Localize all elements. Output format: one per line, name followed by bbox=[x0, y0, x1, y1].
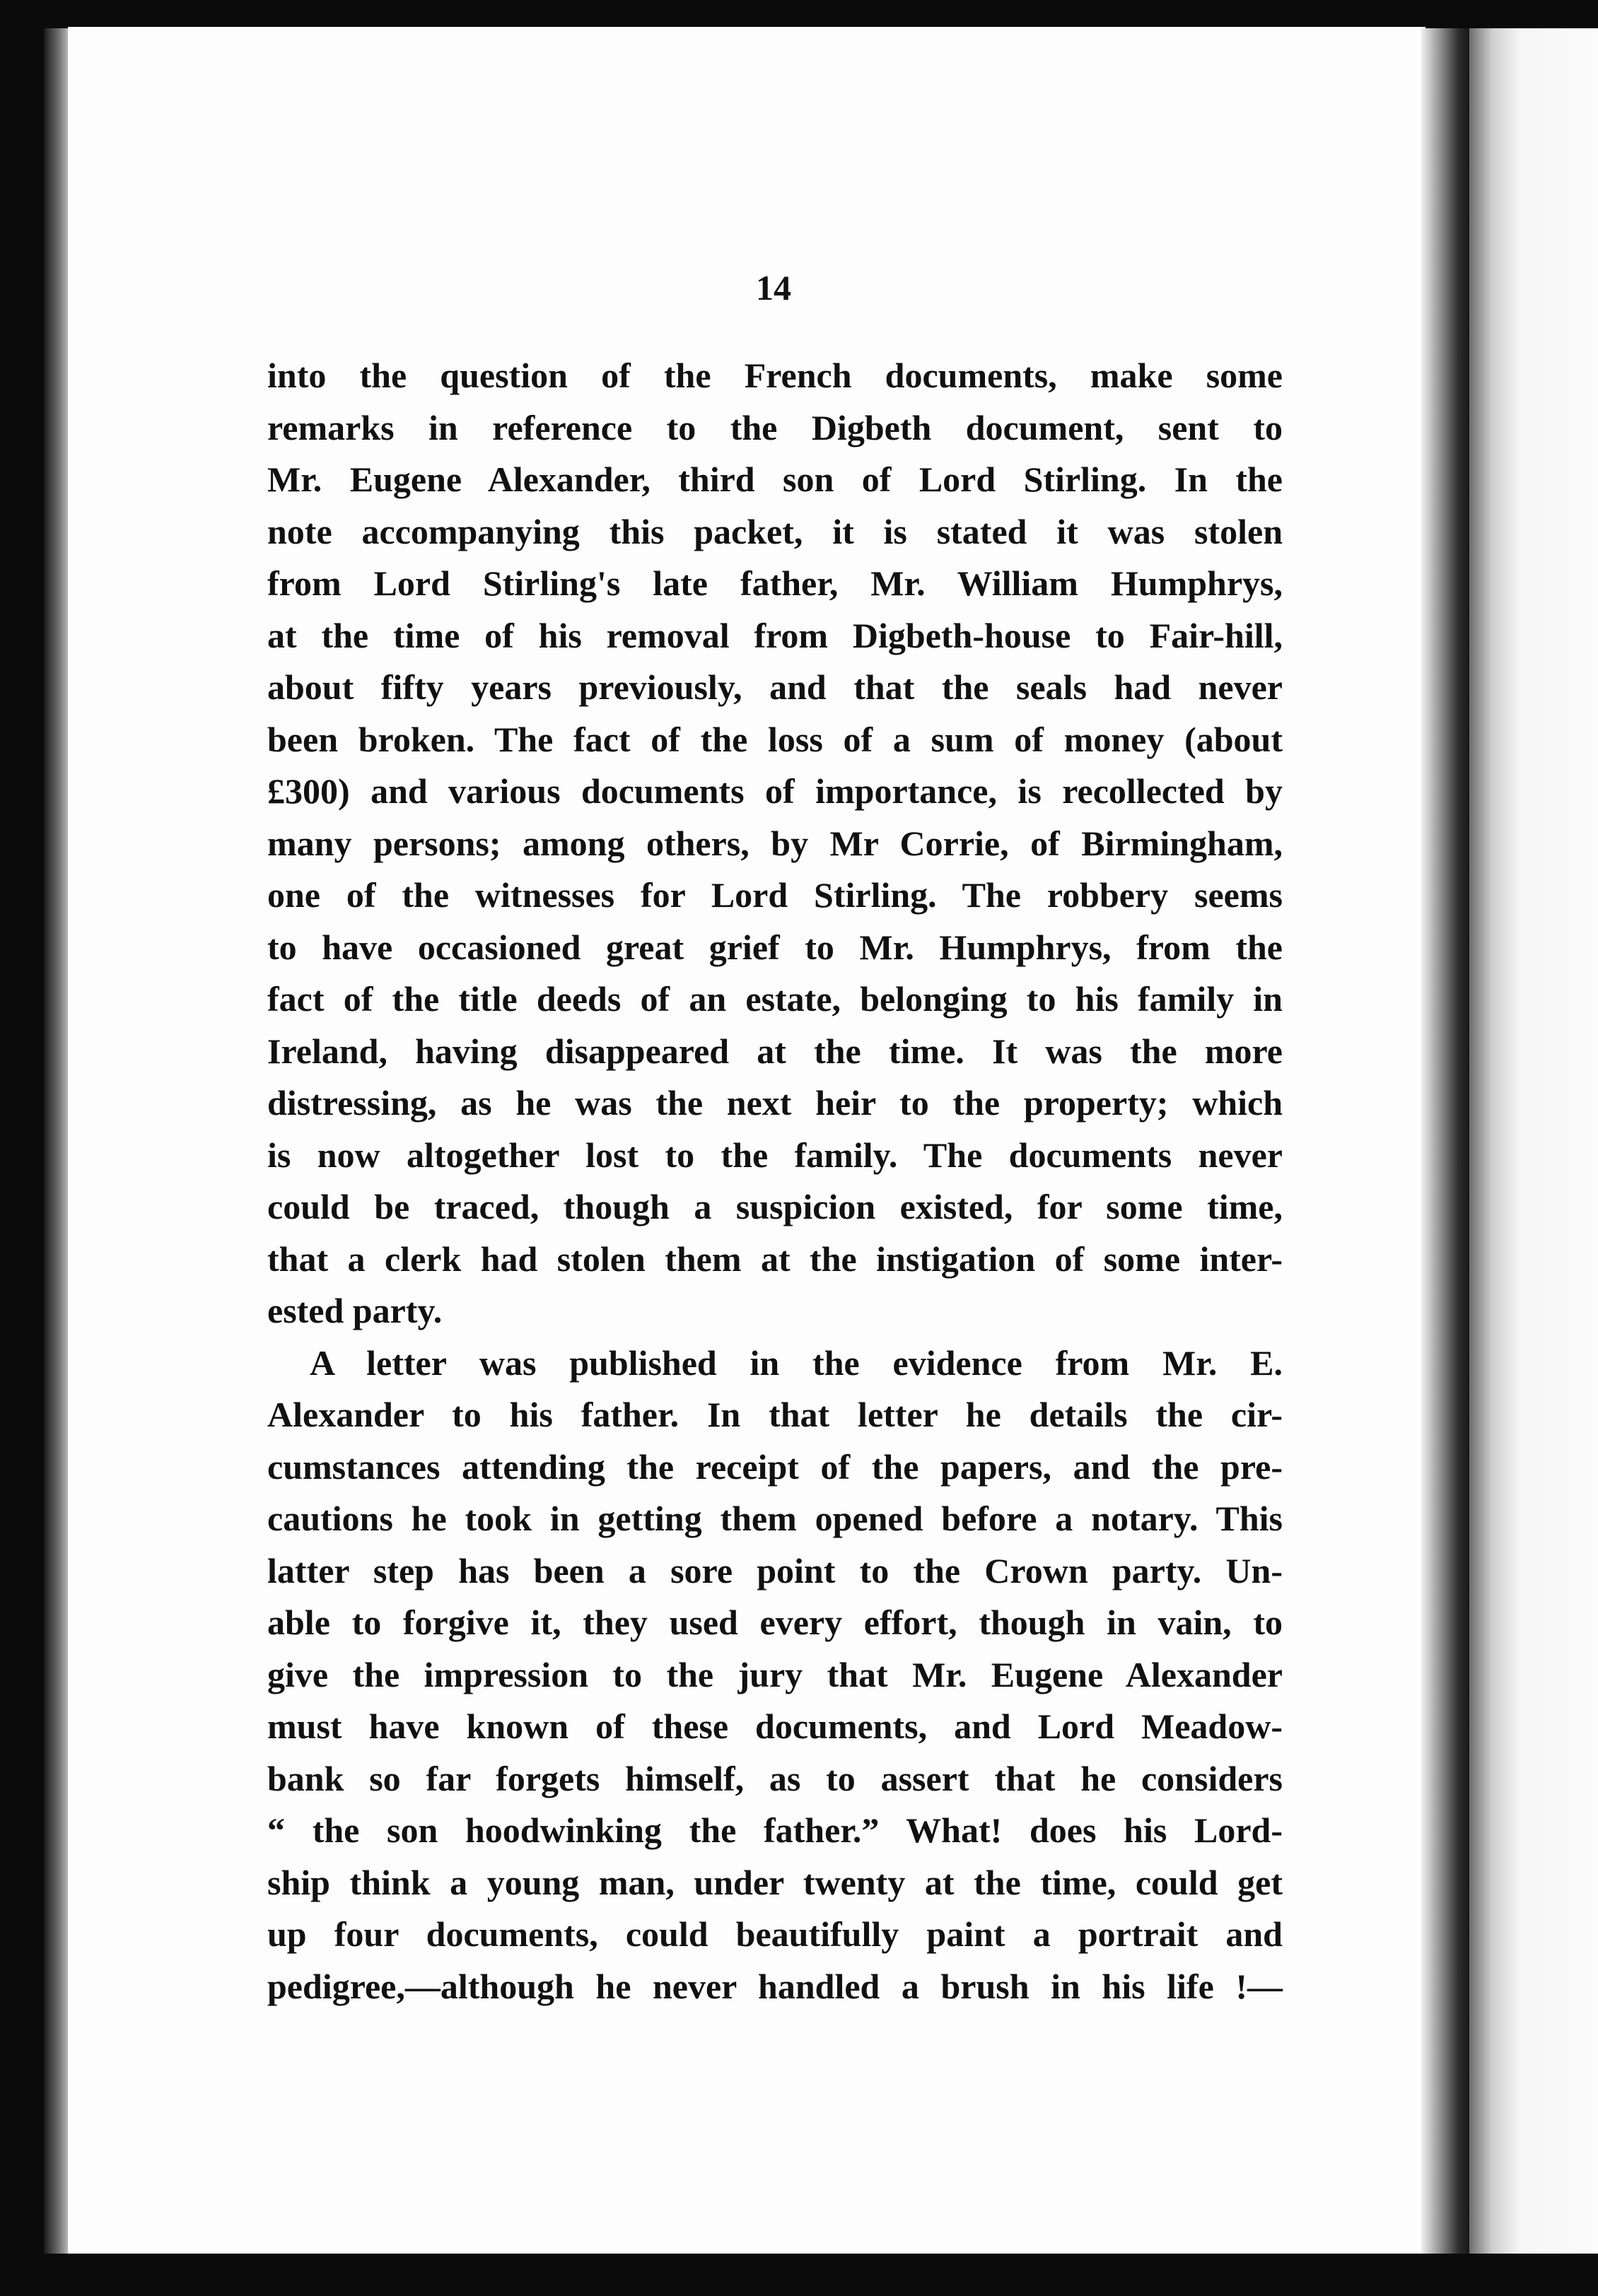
scan-border bbox=[0, 2254, 1598, 2296]
text-line: at the time of his removal from Digbeth-house to Fair-hill, bbox=[267, 615, 1283, 655]
text-line: A letter was published in the evidence from Mr. E. bbox=[310, 1342, 1283, 1383]
text-line: ested party. bbox=[267, 1291, 443, 1330]
text-line: ship think a young man, under twenty at the time, could get bbox=[267, 1862, 1283, 1902]
text-line: pedigree,—although he never handled a brush in his life !— bbox=[267, 1966, 1283, 2006]
text-line: £300) and various documents of importance, is recollected by bbox=[267, 771, 1283, 811]
page-number: 14 bbox=[756, 268, 791, 308]
paragraph-2 bbox=[267, 1337, 1283, 2013]
text-line: Mr. Eugene Alexander, third son of Lord Stirling. In the bbox=[267, 459, 1283, 499]
text-line: could be traced, though a suspicion existed, for some time, bbox=[267, 1187, 1283, 1226]
text-line: Ireland, having disappeared at the time. It was the more bbox=[267, 1031, 1283, 1071]
text-line: must have known of these documents, and Lord Meadow- bbox=[267, 1706, 1283, 1746]
paragraph-1 bbox=[267, 350, 1283, 1337]
text-line: into the question of the French documents, make some bbox=[267, 356, 1283, 395]
adjacent-page-edge bbox=[1469, 28, 1598, 2269]
text-line: latter step has been a sore point to the Crown party. Un- bbox=[267, 1550, 1283, 1591]
text-line: to have occasioned great grief to Mr. Humphrys, from the bbox=[267, 927, 1283, 967]
text-line: many persons; among others, by Mr Corrie, of Birmingham, bbox=[267, 823, 1283, 863]
text-line: note accompanying this packet, it is stated it was stolen bbox=[267, 511, 1283, 551]
text-line: been broken. The fact of the loss of a sum of money (about bbox=[267, 719, 1283, 759]
binding-shadow bbox=[1421, 28, 1471, 2255]
text-line: one of the witnesses for Lord Stirling. The robbery seems bbox=[267, 875, 1283, 915]
text-line: remarks in reference to the Digbeth document, sent to bbox=[267, 407, 1283, 447]
text-line: bank so far forgets himself, as to assert that he considers bbox=[267, 1758, 1283, 1798]
text-line: is now altogether lost to the family. The documents never bbox=[267, 1135, 1283, 1175]
text-line: “ the son hoodwinking the father.” What! does his Lord- bbox=[267, 1810, 1283, 1850]
text-line: from Lord Stirling's late father, Mr. William Humphrys, bbox=[267, 563, 1283, 603]
text-line: cumstances attending the receipt of the papers, and the pre- bbox=[267, 1446, 1283, 1487]
body-text bbox=[267, 350, 1283, 2013]
text-line: fact of the title deeds of an estate, belonging to his family in bbox=[267, 979, 1283, 1019]
text-line: give the impression to the jury that Mr. Eugene Alexander bbox=[267, 1654, 1283, 1694]
text-line: that a clerk had stolen them at the instigation of some inter- bbox=[267, 1238, 1283, 1279]
text-line: about fifty years previously, and that the seals had never bbox=[267, 667, 1283, 707]
text-line: Alexander to his father. In that letter he details the cir- bbox=[267, 1395, 1283, 1434]
text-line: up four documents, could beautifully paint a portrait and bbox=[267, 1914, 1283, 1954]
text-line: able to forgive it, they used every effort, though in vain, to bbox=[267, 1603, 1283, 1642]
text-line: distressing, as he was the next heir to the property; which bbox=[267, 1083, 1283, 1123]
text-line: cautions he took in getting them opened before a notary. This bbox=[267, 1499, 1283, 1538]
